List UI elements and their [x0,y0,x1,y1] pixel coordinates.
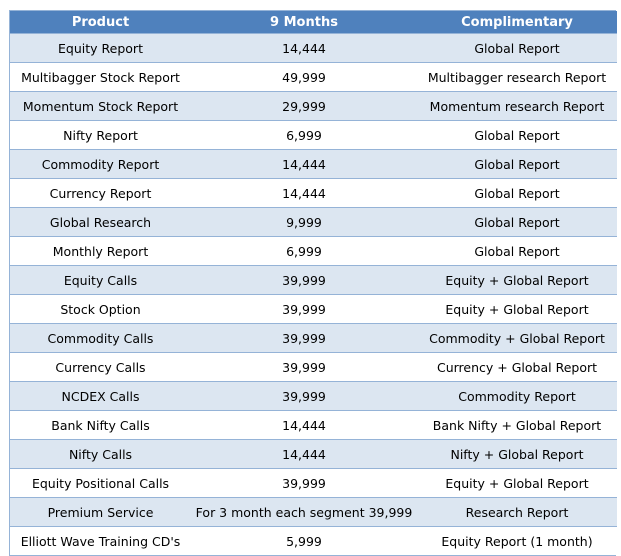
header-duration: 9 Months [191,11,417,34]
price-cell: 39,999 [191,324,417,353]
price-cell: 14,444 [191,34,417,63]
table-row [10,440,617,469]
complimentary-cell: Multibagger research Report [417,63,617,92]
price-cell: 39,999 [191,353,417,382]
price-cell: 14,444 [191,411,417,440]
product-cell: Bank Nifty Calls [10,411,191,440]
price-cell: 39,999 [191,295,417,324]
table-row [10,382,617,411]
table-row [10,208,617,237]
complimentary-cell: Momentum research Report [417,92,617,121]
complimentary-cell: Bank Nifty + Global Report [417,411,617,440]
price-cell: 29,999 [191,92,417,121]
price-cell: 39,999 [191,469,417,498]
product-cell: Currency Report [10,179,191,208]
complimentary-cell: Nifty + Global Report [417,440,617,469]
price-cell: 6,999 [191,121,417,150]
product-cell: Momentum Stock Report [10,92,191,121]
product-cell: Nifty Report [10,121,191,150]
table-row [10,527,617,556]
product-cell: NCDEX Calls [10,382,191,411]
table-row [10,121,617,150]
price-cell: 14,444 [191,150,417,179]
complimentary-cell: Commodity + Global Report [417,324,617,353]
product-cell: Equity Calls [10,266,191,295]
table-row [10,237,617,266]
header-complimentary: Complimentary [417,11,617,34]
product-cell: Nifty Calls [10,440,191,469]
price-cell: 5,999 [191,527,417,556]
complimentary-cell: Equity Report (1 month) [417,527,617,556]
table-row [10,411,617,440]
price-cell: 6,999 [191,237,417,266]
table-row [10,179,617,208]
complimentary-cell: Global Report [417,237,617,266]
table-row [10,353,617,382]
table-row [10,324,617,353]
product-cell: Elliott Wave Training CD's [10,527,191,556]
table-row [10,92,617,121]
product-cell: Global Research [10,208,191,237]
table-row [10,469,617,498]
complimentary-cell: Research Report [417,498,617,527]
price-cell: 14,444 [191,179,417,208]
table-row [10,63,617,92]
complimentary-cell: Global Report [417,179,617,208]
product-cell: Commodity Report [10,150,191,179]
price-cell: 39,999 [191,266,417,295]
header-product: Product [10,11,191,34]
complimentary-cell: Currency + Global Report [417,353,617,382]
price-cell: For 3 month each segment 39,999 [191,498,417,527]
price-cell: 49,999 [191,63,417,92]
pricing-table [10,11,617,555]
complimentary-cell: Equity + Global Report [417,469,617,498]
product-cell: Premium Service [10,498,191,527]
product-cell: Monthly Report [10,237,191,266]
pricing-table-container [9,10,616,556]
table-header-row [10,11,617,34]
price-cell: 14,444 [191,440,417,469]
complimentary-cell: Global Report [417,121,617,150]
table-row [10,266,617,295]
product-cell: Equity Report [10,34,191,63]
price-cell: 39,999 [191,382,417,411]
table-row [10,295,617,324]
product-cell: Commodity Calls [10,324,191,353]
complimentary-cell: Global Report [417,150,617,179]
product-cell: Multibagger Stock Report [10,63,191,92]
product-cell: Stock Option [10,295,191,324]
product-cell: Equity Positional Calls [10,469,191,498]
product-cell: Currency Calls [10,353,191,382]
complimentary-cell: Equity + Global Report [417,295,617,324]
complimentary-cell: Global Report [417,208,617,237]
complimentary-cell: Global Report [417,34,617,63]
table-row [10,498,617,527]
complimentary-cell: Equity + Global Report [417,266,617,295]
table-row [10,34,617,63]
price-cell: 9,999 [191,208,417,237]
table-row [10,150,617,179]
complimentary-cell: Commodity Report [417,382,617,411]
